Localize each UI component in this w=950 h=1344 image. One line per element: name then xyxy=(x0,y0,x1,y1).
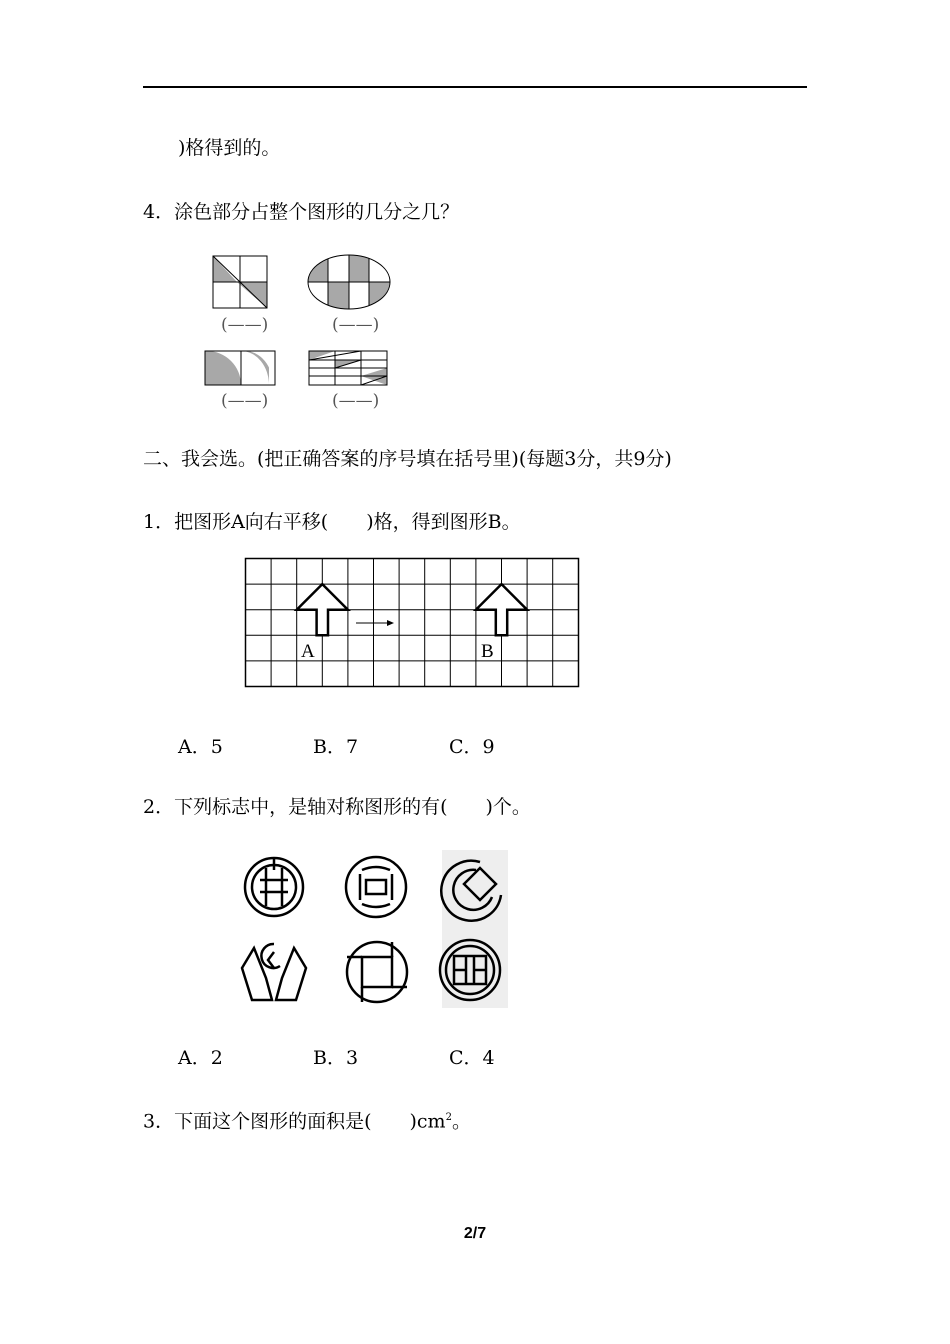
logos-panel xyxy=(234,840,524,1015)
q2-option-a[interactable]: A．2 xyxy=(178,1047,223,1069)
question-3-end: 。 xyxy=(451,1110,471,1133)
question-2-text: 2．下列标志中，是轴对称图形的有( )个。 xyxy=(143,796,531,818)
figure-grid-triangles xyxy=(309,351,387,385)
logo-1-icon xyxy=(245,858,303,916)
question-3-superscript: 2 xyxy=(445,1112,452,1123)
label-a: A xyxy=(301,641,315,662)
question-4-text: 4．涂色部分占整个图形的几分之几？ xyxy=(143,201,460,223)
figure-quarter-circles xyxy=(205,351,275,385)
q2-option-c[interactable]: C．4 xyxy=(449,1047,495,1069)
continuation-text: )格得到的。 xyxy=(178,137,281,159)
arrow-shape-b xyxy=(476,584,527,635)
figure-ellipse-checker xyxy=(305,248,395,318)
q1-option-a[interactable]: A．5 xyxy=(178,736,223,758)
arrow-shape-a xyxy=(297,584,348,635)
logo-2-icon xyxy=(346,857,406,917)
section-2-title: 二、我会选。(把正确答案的序号填在括号里)(每题3分，共9分) xyxy=(143,448,672,470)
move-direction-arrow xyxy=(356,620,394,626)
translation-grid xyxy=(244,557,582,691)
logo-5-icon xyxy=(347,942,407,1002)
header-rule xyxy=(143,86,807,88)
question-3-text xyxy=(143,1106,471,1133)
answer-blank-2: (——) xyxy=(332,315,380,335)
figure-square-diagonal xyxy=(213,256,267,308)
label-b: B xyxy=(481,641,494,662)
question-3-main: 3．下面这个图形的面积是( )cm xyxy=(143,1110,446,1133)
question-1-text: 1．把图形A向右平移( )格，得到图形B。 xyxy=(143,511,521,533)
q1-option-b[interactable]: B．7 xyxy=(313,736,359,758)
logo-4-icon xyxy=(242,944,306,1000)
answer-blank-4: (——) xyxy=(332,391,380,411)
q2-option-b[interactable]: B．3 xyxy=(313,1047,359,1069)
page-number: 2/7 xyxy=(463,1225,487,1242)
answer-blank-1: (——) xyxy=(221,315,269,335)
answer-blank-3: (——) xyxy=(221,391,269,411)
q1-option-c[interactable]: C．9 xyxy=(449,736,495,758)
